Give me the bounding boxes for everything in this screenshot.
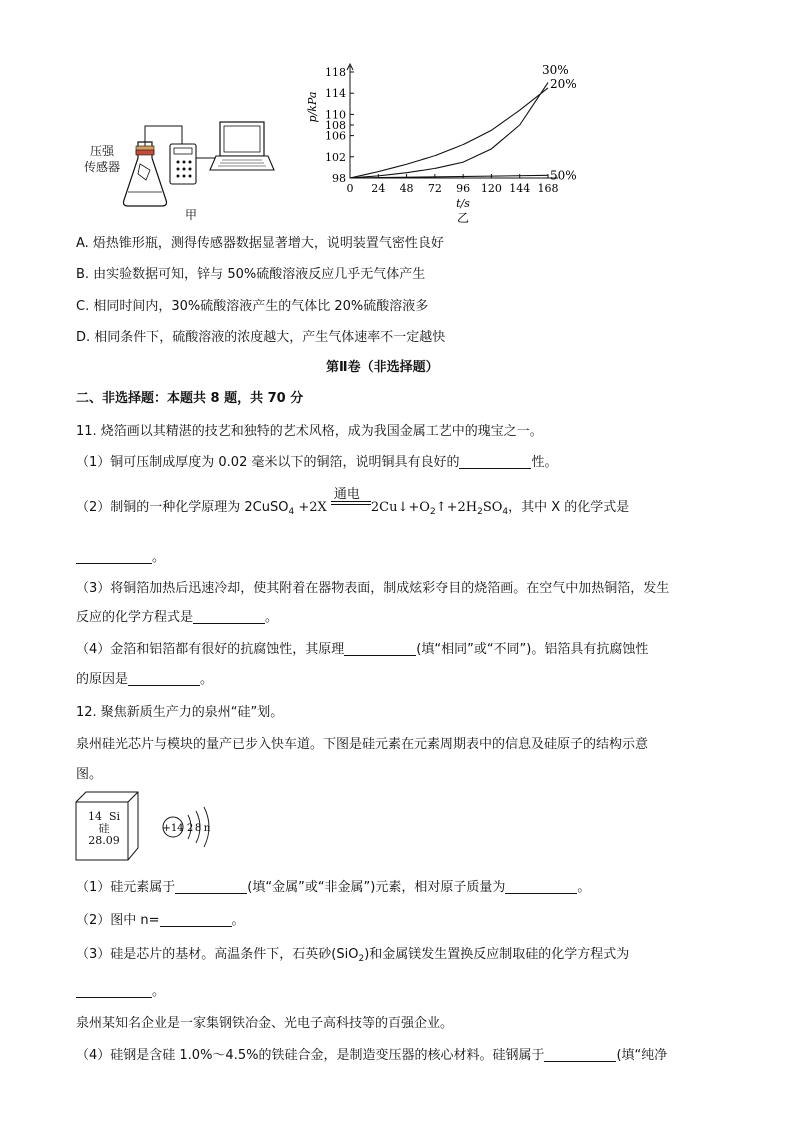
q11-part3-post: 。 xyxy=(265,610,279,625)
element-atomic-number: 14 xyxy=(87,810,102,823)
q11-part4-pre: （4）金箔和铝箔都有很好的抗腐蚀性，其原理 xyxy=(76,642,345,657)
series-label-20pct: 20% xyxy=(550,77,577,91)
q11-part1-pre: （1）铜可压制成厚度为 0.02 毫米以下的铜箔，说明铜具有良好的 xyxy=(76,455,460,470)
q11-part2-pre: （2）制铜的一种化学原理为 2CuSO xyxy=(76,500,289,515)
y-tick-label: 106 xyxy=(325,129,346,143)
atom-shell1-label: 2 xyxy=(186,823,194,834)
y-tick-label: 98 xyxy=(332,172,346,185)
element-card xyxy=(82,811,126,847)
x-tick-label: 24 xyxy=(371,182,386,195)
reaction-condition-arrow xyxy=(331,487,371,509)
q12-part4-pre: （4）硅钢是含硅 1.0%～4.5%的铁硅合金，是制造变压器的核心材料。硅钢属于 xyxy=(76,1048,545,1063)
option-c: C. 相同时间内，30%硫酸溶液产生的气体比 20%硫酸溶液多 xyxy=(76,299,429,314)
pressure-time-chart xyxy=(300,58,590,228)
sensor-label xyxy=(84,143,120,175)
chart-axes xyxy=(350,66,558,178)
element-name: 硅 xyxy=(98,822,110,835)
q11-part2-blank[interactable] xyxy=(76,549,152,564)
x-tick-label: 96 xyxy=(456,182,471,195)
q12-part4-post: (填“纯净 xyxy=(616,1048,668,1063)
sensor-label-line1: 压强 xyxy=(90,144,115,158)
series-label-30pct: 30% xyxy=(542,63,569,77)
q12-part3-answer xyxy=(76,980,165,999)
q11-part4-line2-post: 。 xyxy=(200,672,214,687)
q11-part2-end: 。 xyxy=(152,550,166,565)
q12-part2-post: 。 xyxy=(231,913,245,928)
q12-stem: 12. 聚焦新质生产力的泉州“硅”划。 xyxy=(76,705,284,720)
x-tick-label: 72 xyxy=(427,182,442,195)
x-tick-label: 120 xyxy=(480,182,502,195)
atom-shell2-label: 8 xyxy=(194,823,202,834)
q11-part2-post: ，其中 X 的化学式是 xyxy=(508,500,630,515)
atom-structure-diagram xyxy=(160,805,230,849)
x-tick-label: 144 xyxy=(509,182,531,195)
q11-part1-post: 性。 xyxy=(531,455,558,470)
q11-part2: （2）制铜的一种化学原理为 2CuSO$_4$ +2X 通电 $2Cu↓+O_2↑+2H_2SO_4$，其中 X 的化学式是 xyxy=(76,496,629,517)
q12-part3-end: 。 xyxy=(152,984,166,999)
q12-part1-blank2[interactable] xyxy=(505,879,577,894)
atom-nucleus-label: +14 xyxy=(162,823,184,834)
q12-part3-post: )和金属镁发生置换反应制取硅的化学方程式为 xyxy=(364,947,630,962)
sensor-label-line2: 传感器 xyxy=(84,160,121,174)
q12-company-text: 泉州某知名企业是一家集钢铁冶金、光电子高科技等的百强企业。 xyxy=(76,1016,454,1031)
q11-part4-blank2[interactable] xyxy=(128,671,200,686)
q12-part3-blank[interactable] xyxy=(76,983,152,998)
series-line-30pct xyxy=(350,83,548,178)
q12-part2-pre: （2）图中 n= xyxy=(76,913,160,928)
q11-part3-line2 xyxy=(76,606,278,625)
x-tick-label: 0 xyxy=(346,182,354,195)
q11-part4-blank1[interactable] xyxy=(344,641,416,656)
atom-shell3-label: n xyxy=(203,823,211,834)
x-tick-label: 168 xyxy=(537,182,559,195)
q11-part3-line1: （3）将铜箔加热后迅速冷却，使其附着在器物表面，制成炫彩夺目的烧箔画。在空气中加热铜箔，发生 xyxy=(76,581,670,596)
q11-part4-line2 xyxy=(76,668,213,687)
q11-part3-blank[interactable] xyxy=(193,609,265,624)
reaction-condition: 通电 xyxy=(333,487,360,502)
option-a: A. 焐热锥形瓶，测得传感器数据显著增大，说明装置气密性良好 xyxy=(76,236,444,251)
q12-part2-blank[interactable] xyxy=(160,912,232,927)
option-d: D. 相同条件下，硫酸溶液的浓度越大，产生气体速率不一定越快 xyxy=(76,330,446,345)
y-tick-label: 108 xyxy=(325,119,346,132)
section-heading: 二、非选择题：本题共 8 题，共 70 分 xyxy=(76,391,304,406)
option-b: B. 由实验数据可知，锌与 50%硫酸溶液反应几乎无气体产生 xyxy=(76,267,426,282)
y-tick-label: 114 xyxy=(325,87,346,101)
q12-part4-blank[interactable] xyxy=(544,1047,616,1062)
q12-intro-line2: 图。 xyxy=(76,767,103,782)
q12-part1 xyxy=(76,876,590,895)
q12-intro-line1: 泉州硅光芯片与模块的量产已步入快车道。下图是硅元素在元素周期表中的信息及硅原子的结构示意 xyxy=(76,737,649,752)
element-symbol: Si xyxy=(108,810,121,823)
y-tick-label: 118 xyxy=(325,66,346,79)
series-line-20pct xyxy=(350,88,548,178)
x-axis-label: t/s xyxy=(456,197,470,210)
q11-stem: 11. 烧箔画以其精湛的技艺和独特的艺术风格，成为我国金属工艺中的瑰宝之一。 xyxy=(76,424,543,439)
q11-part3-pre: 反应的化学方程式是 xyxy=(76,610,194,625)
x-tick-label: 48 xyxy=(399,182,414,195)
q12-part1-pre: （1）硅元素属于 xyxy=(76,880,176,895)
q12-part1-post: 。 xyxy=(577,880,591,895)
series-label-50pct: 50% xyxy=(550,168,577,183)
q11-part2-answer xyxy=(76,546,165,565)
q11-part4-mid: (填“相同”或“不同”)。铝箔具有抗腐蚀性 xyxy=(416,642,649,657)
q12-part1-mid: (填“金属”或“非金属”)元素，相对原子质量为 xyxy=(247,880,506,895)
q12-part3: （3）硅是芯片的基材。高温条件下，石英砂(SiO$_2$)和金属镁发生置换反应制取硅的化学方程式为 xyxy=(76,947,630,964)
q11-part1 xyxy=(76,451,558,470)
element-mass: 28.09 xyxy=(88,834,120,847)
q11-part4-line2-pre: 的原因是 xyxy=(76,672,129,687)
q12-part3-pre: （3）硅是芯片的基材。高温条件下，石英砂(SiO xyxy=(76,947,359,962)
y-axis-label: p/kPa xyxy=(306,91,319,123)
q12-part4 xyxy=(76,1044,667,1063)
y-tick-label: 102 xyxy=(325,150,346,164)
chart-caption: 乙 xyxy=(456,211,470,225)
section-title: 第Ⅱ卷（非选择题） xyxy=(326,360,439,375)
figure-caption-jia: 甲 xyxy=(185,208,198,222)
q11-part1-blank[interactable] xyxy=(459,454,531,469)
q11-part4-line1 xyxy=(76,638,648,657)
q12-part1-blank1[interactable] xyxy=(175,879,247,894)
y-tick-label: 110 xyxy=(325,108,346,122)
q12-part2 xyxy=(76,909,245,928)
